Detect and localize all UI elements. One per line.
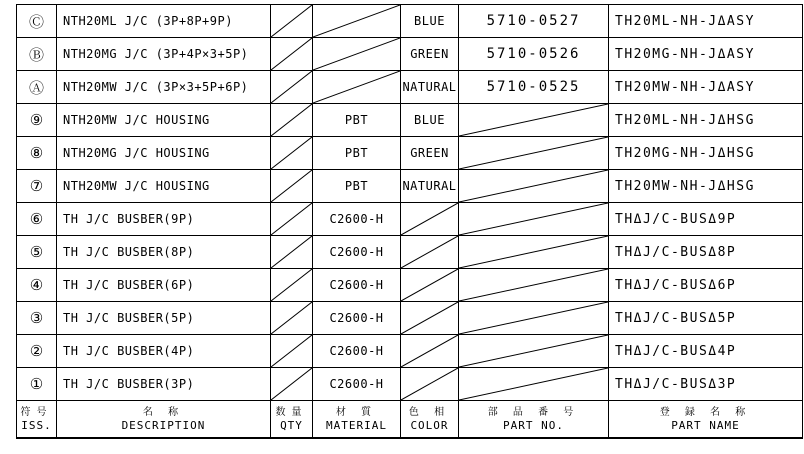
description-cell	[57, 38, 271, 71]
color-cell-text: GREEN	[410, 146, 449, 160]
iss-cell	[17, 38, 57, 71]
description-cell	[57, 170, 271, 203]
part-no-cell	[459, 335, 609, 368]
material-cell-text: C2600-H	[329, 278, 384, 292]
slash-line	[313, 71, 400, 103]
description-cell-text: NTH20MW J/C (3P×3+5P+6P)	[63, 80, 249, 94]
iss-cell	[17, 302, 57, 335]
slash-line	[271, 368, 312, 400]
material-cell-text: C2600-H	[329, 344, 384, 358]
description-cell-text: TH J/C BUSBER(6P)	[63, 278, 195, 292]
description-cell-text: NTH20MG J/C HOUSING	[63, 146, 210, 160]
header-color	[401, 401, 459, 439]
part-name-cell	[609, 170, 803, 203]
part-no-cell	[459, 71, 609, 104]
part-name-cell	[609, 104, 803, 137]
slash-line	[459, 302, 608, 334]
header-part-no-jp: 部 品 番 号	[487, 407, 580, 418]
description-cell	[57, 5, 271, 38]
slash-line	[401, 302, 458, 334]
part-no-cell	[459, 170, 609, 203]
iss-cell-text: ⑥	[29, 210, 44, 228]
description-cell-text: TH J/C BUSBER(4P)	[63, 344, 195, 358]
description-cell	[57, 137, 271, 170]
table-row	[17, 104, 803, 137]
color-cell-text: NATURAL	[402, 80, 457, 94]
header-color-en: COLOR	[410, 419, 449, 432]
part-name-cell-text: THΔJ/C-BUSΔ3P	[615, 376, 737, 392]
part-name-cell	[609, 38, 803, 71]
material-cell	[313, 302, 401, 335]
slash-line	[271, 170, 312, 202]
not-applicable-slash	[459, 368, 608, 400]
iss-cell	[17, 236, 57, 269]
color-cell	[401, 104, 459, 137]
not-applicable-slash	[401, 368, 458, 400]
part-name-cell	[609, 71, 803, 104]
part-no-cell	[459, 203, 609, 236]
header-qty-en: QTY	[280, 419, 303, 432]
qty-cell	[271, 302, 313, 335]
description-cell-text: NTH20MW J/C HOUSING	[63, 113, 210, 127]
iss-cell-text: ②	[29, 342, 44, 360]
qty-cell	[271, 236, 313, 269]
header-iss-en: ISS.	[21, 419, 52, 432]
material-cell	[313, 104, 401, 137]
iss-cell-text: Ⓐ	[28, 78, 44, 97]
not-applicable-slash	[459, 302, 608, 334]
part-no-cell	[459, 236, 609, 269]
part-name-cell-text: TH20MW-NH-JΔASY	[615, 79, 755, 95]
slash-line	[459, 335, 608, 367]
not-applicable-slash	[313, 5, 400, 37]
part-name-cell-text: TH20MG-NH-JΔASY	[615, 46, 755, 62]
part-no-cell-text: 5710-0527	[486, 13, 581, 29]
part-name-cell-text: THΔJ/C-BUSΔ8P	[615, 244, 737, 260]
slash-line	[459, 170, 608, 202]
part-no-cell	[459, 269, 609, 302]
color-cell	[401, 335, 459, 368]
material-cell	[313, 236, 401, 269]
table-row	[17, 137, 803, 170]
part-name-cell-text: TH20ML-NH-JΔASY	[615, 13, 755, 29]
part-no-cell	[459, 104, 609, 137]
iss-cell-text: ⑤	[29, 243, 44, 261]
not-applicable-slash	[271, 269, 312, 301]
color-cell	[401, 170, 459, 203]
iss-cell	[17, 335, 57, 368]
material-cell-text: C2600-H	[329, 377, 384, 391]
part-no-cell-text: 5710-0525	[486, 79, 581, 95]
part-name-cell-text: TH20MG-NH-JΔHSG	[615, 145, 755, 161]
qty-cell	[271, 71, 313, 104]
header-iss-jp: 符号	[20, 407, 53, 418]
table-row	[17, 203, 803, 236]
iss-cell	[17, 368, 57, 401]
color-cell	[401, 368, 459, 401]
color-cell	[401, 5, 459, 38]
iss-cell-text: ①	[29, 375, 44, 393]
qty-cell	[271, 269, 313, 302]
part-name-cell	[609, 203, 803, 236]
not-applicable-slash	[313, 38, 400, 70]
description-cell-text: NTH20MG J/C (3P+4P×3+5P)	[63, 47, 249, 61]
slash-line	[401, 269, 458, 301]
not-applicable-slash	[459, 137, 608, 169]
part-name-cell	[609, 137, 803, 170]
part-no-cell-text: 5710-0526	[486, 46, 581, 62]
not-applicable-slash	[271, 38, 312, 70]
material-cell	[313, 5, 401, 38]
description-cell-text: TH J/C BUSBER(5P)	[63, 311, 195, 325]
description-cell	[57, 368, 271, 401]
not-applicable-slash	[459, 335, 608, 367]
part-no-cell	[459, 368, 609, 401]
description-cell	[57, 203, 271, 236]
header-material-jp: 材 質	[335, 407, 378, 418]
description-cell	[57, 302, 271, 335]
header-part-no	[459, 401, 609, 439]
header-description-en: DESCRIPTION	[121, 419, 206, 432]
color-cell	[401, 236, 459, 269]
slash-line	[313, 38, 400, 70]
slash-line	[271, 236, 312, 268]
not-applicable-slash	[271, 137, 312, 169]
parts-list-table	[16, 4, 803, 439]
slash-line	[271, 38, 312, 70]
not-applicable-slash	[401, 335, 458, 367]
iss-cell-text: ④	[29, 276, 44, 294]
not-applicable-slash	[271, 203, 312, 235]
slash-line	[271, 335, 312, 367]
color-cell-text: BLUE	[414, 113, 445, 127]
color-cell-text: NATURAL	[402, 179, 457, 193]
not-applicable-slash	[401, 269, 458, 301]
slash-line	[459, 137, 608, 169]
not-applicable-slash	[271, 5, 312, 37]
slash-line	[271, 71, 312, 103]
slash-line	[401, 236, 458, 268]
header-part-name	[609, 401, 803, 439]
header-material-en: MATERIAL	[326, 419, 387, 432]
part-no-cell	[459, 5, 609, 38]
not-applicable-slash	[271, 236, 312, 268]
part-name-cell	[609, 236, 803, 269]
material-cell-text: C2600-H	[329, 212, 384, 226]
material-cell	[313, 71, 401, 104]
iss-cell	[17, 137, 57, 170]
not-applicable-slash	[401, 302, 458, 334]
slash-line	[459, 269, 608, 301]
qty-cell	[271, 203, 313, 236]
material-cell-text: PBT	[344, 113, 369, 127]
qty-cell	[271, 335, 313, 368]
slash-line	[271, 137, 312, 169]
description-cell-text: TH J/C BUSBER(9P)	[63, 212, 195, 226]
iss-cell-text: Ⓑ	[28, 45, 44, 64]
slash-line	[271, 203, 312, 235]
header-color-jp: 色 相	[408, 407, 451, 418]
material-cell-text: PBT	[344, 179, 369, 193]
slash-line	[313, 5, 400, 37]
color-cell	[401, 302, 459, 335]
part-name-cell	[609, 269, 803, 302]
description-cell	[57, 236, 271, 269]
description-cell-text: NTH20ML J/C (3P+8P+9P)	[63, 14, 233, 28]
color-cell	[401, 269, 459, 302]
qty-cell	[271, 38, 313, 71]
qty-cell	[271, 104, 313, 137]
material-cell	[313, 137, 401, 170]
part-name-cell-text: THΔJ/C-BUSΔ5P	[615, 310, 737, 326]
material-cell	[313, 38, 401, 71]
header-part-name-en: PART NAME	[671, 419, 740, 432]
iss-cell	[17, 5, 57, 38]
part-name-cell-text: THΔJ/C-BUSΔ9P	[615, 211, 737, 227]
material-cell-text: C2600-H	[329, 245, 384, 259]
iss-cell-text: Ⓒ	[28, 12, 44, 31]
part-name-cell	[609, 335, 803, 368]
not-applicable-slash	[401, 203, 458, 235]
not-applicable-slash	[271, 335, 312, 367]
color-cell	[401, 38, 459, 71]
part-name-cell-text: TH20MW-NH-JΔHSG	[615, 178, 755, 194]
description-cell-text: TH J/C BUSBER(8P)	[63, 245, 195, 259]
not-applicable-slash	[459, 269, 608, 301]
color-cell-text: GREEN	[410, 47, 449, 61]
part-name-cell-text: THΔJ/C-BUSΔ6P	[615, 277, 737, 293]
header-qty-jp: 数量	[275, 407, 308, 418]
header-row	[17, 401, 803, 439]
material-cell	[313, 335, 401, 368]
not-applicable-slash	[313, 71, 400, 103]
table-row	[17, 335, 803, 368]
qty-cell	[271, 5, 313, 38]
iss-cell	[17, 170, 57, 203]
iss-cell	[17, 71, 57, 104]
not-applicable-slash	[459, 170, 608, 202]
part-no-cell	[459, 302, 609, 335]
not-applicable-slash	[271, 368, 312, 400]
header-part-name-jp: 登 録 名 称	[659, 407, 752, 418]
description-cell	[57, 335, 271, 368]
part-no-cell	[459, 137, 609, 170]
not-applicable-slash	[271, 71, 312, 103]
description-cell	[57, 71, 271, 104]
slash-line	[459, 368, 608, 400]
iss-cell	[17, 104, 57, 137]
table-row	[17, 38, 803, 71]
description-cell-text: NTH20MW J/C HOUSING	[63, 179, 210, 193]
slash-line	[459, 203, 608, 235]
qty-cell	[271, 368, 313, 401]
material-cell	[313, 170, 401, 203]
not-applicable-slash	[271, 170, 312, 202]
slash-line	[271, 302, 312, 334]
qty-cell	[271, 170, 313, 203]
header-material	[313, 401, 401, 439]
header-description-jp: 名 称	[142, 407, 185, 418]
part-no-cell	[459, 38, 609, 71]
description-cell-text: TH J/C BUSBER(3P)	[63, 377, 195, 391]
color-cell-text: BLUE	[414, 14, 445, 28]
iss-cell	[17, 269, 57, 302]
not-applicable-slash	[401, 236, 458, 268]
table-row	[17, 269, 803, 302]
description-cell	[57, 269, 271, 302]
material-cell	[313, 203, 401, 236]
slash-line	[401, 203, 458, 235]
not-applicable-slash	[271, 302, 312, 334]
header-part-no-en: PART NO.	[503, 419, 564, 432]
qty-cell	[271, 137, 313, 170]
slash-line	[459, 236, 608, 268]
iss-cell-text: ⑦	[29, 177, 44, 195]
slash-line	[271, 269, 312, 301]
part-name-cell	[609, 5, 803, 38]
material-cell-text: C2600-H	[329, 311, 384, 325]
slash-line	[271, 5, 312, 37]
table-row	[17, 368, 803, 401]
iss-cell-text: ⑨	[29, 111, 44, 129]
material-cell	[313, 269, 401, 302]
table-row	[17, 302, 803, 335]
color-cell	[401, 203, 459, 236]
material-cell	[313, 368, 401, 401]
header-qty	[271, 401, 313, 439]
table-row	[17, 236, 803, 269]
part-name-cell	[609, 302, 803, 335]
table-row	[17, 170, 803, 203]
table-row	[17, 5, 803, 38]
iss-cell	[17, 203, 57, 236]
slash-line	[401, 368, 458, 400]
not-applicable-slash	[271, 104, 312, 136]
material-cell-text: PBT	[344, 146, 369, 160]
table-row	[17, 71, 803, 104]
header-description	[57, 401, 271, 439]
slash-line	[401, 335, 458, 367]
description-cell	[57, 104, 271, 137]
part-name-cell	[609, 368, 803, 401]
part-name-cell-text: TH20ML-NH-JΔHSG	[615, 112, 755, 128]
not-applicable-slash	[459, 203, 608, 235]
part-name-cell-text: THΔJ/C-BUSΔ4P	[615, 343, 737, 359]
not-applicable-slash	[459, 236, 608, 268]
color-cell	[401, 137, 459, 170]
iss-cell-text: ③	[29, 309, 44, 327]
not-applicable-slash	[459, 104, 608, 136]
slash-line	[271, 104, 312, 136]
iss-cell-text: ⑧	[29, 144, 44, 162]
color-cell	[401, 71, 459, 104]
header-iss	[17, 401, 57, 439]
parts-rows	[17, 5, 803, 401]
slash-line	[459, 104, 608, 136]
